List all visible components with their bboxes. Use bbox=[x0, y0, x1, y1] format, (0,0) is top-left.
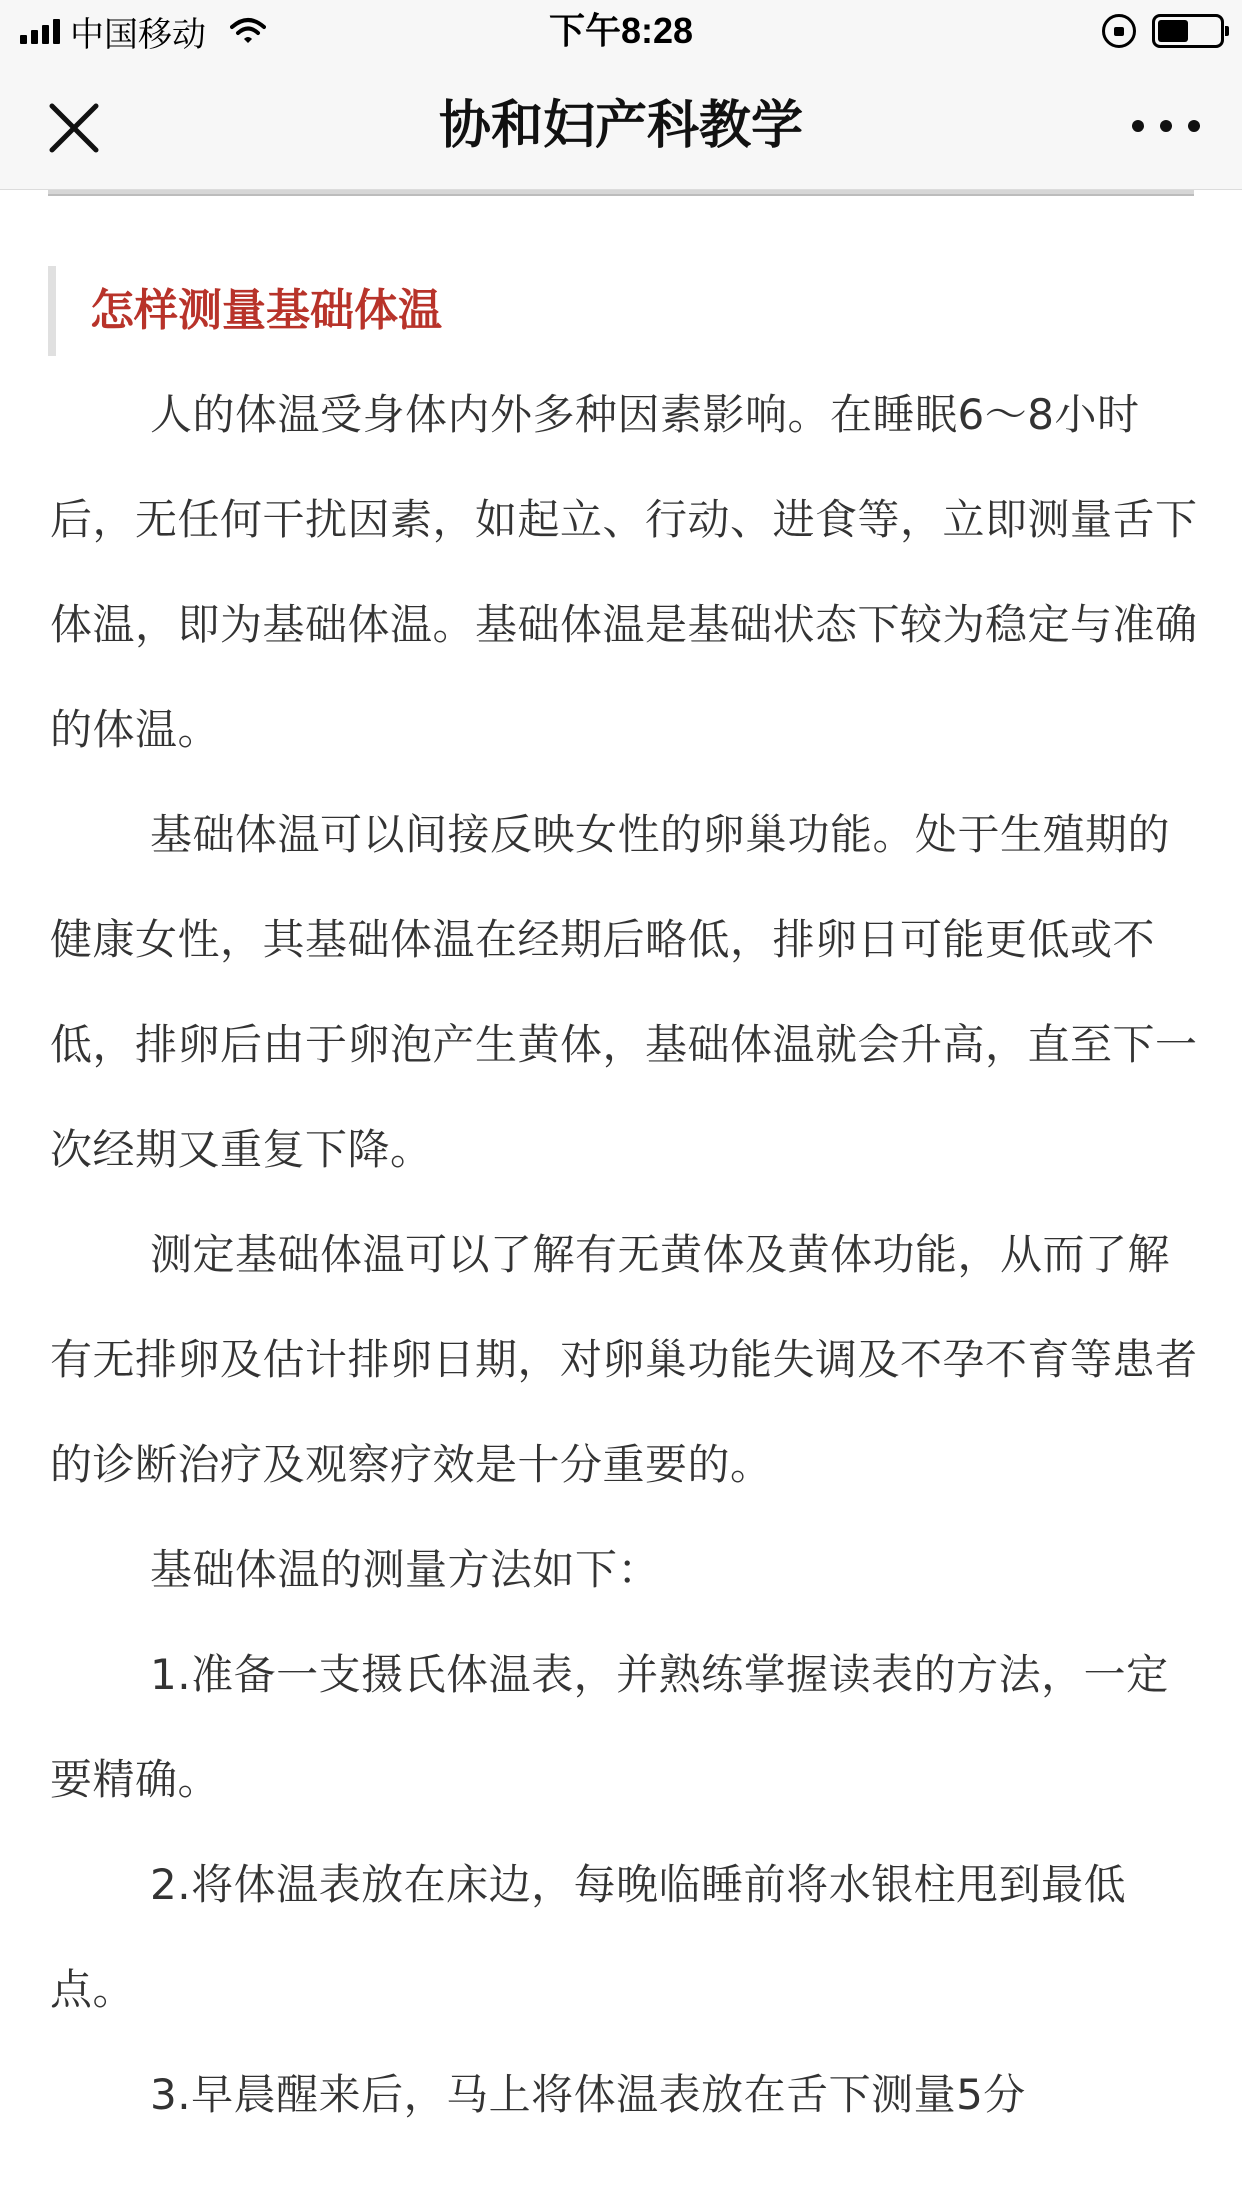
article-content[interactable] bbox=[0, 190, 1242, 2208]
orientation-lock-icon bbox=[1102, 14, 1136, 48]
more-button[interactable] bbox=[1132, 112, 1200, 140]
paragraph: 2.将体温表放在床边，每晚临睡前将水银柱甩到最低点。 bbox=[50, 1860, 1127, 2014]
page-title: 协和妇产科教学 bbox=[438, 96, 803, 156]
carrier-name: 中国移动 bbox=[70, 15, 206, 54]
paragraph: 1.准备一支摄氏体温表，并熟练掌握读表的方法，一定要精确。 bbox=[50, 1650, 1169, 1804]
more-horizontal-icon bbox=[1132, 120, 1144, 132]
battery-icon bbox=[1152, 14, 1224, 48]
article-body bbox=[50, 362, 1200, 2147]
nav-bar bbox=[0, 62, 1242, 190]
status-time: 下午8:28 bbox=[548, 10, 694, 51]
paragraph: 人的体温受身体内外多种因素影响。在睡眠6～8小时后，无任何干扰因素，如起立、行动、进食等，立即测量舌下体温，即为基础体温。基础体温是基础状态下较为稳定与准确的体温。 bbox=[50, 390, 1198, 754]
divider bbox=[48, 190, 1194, 196]
paragraph: 基础体温可以间接反映女性的卵巢功能。处于生殖期的健康女性，其基础体温在经期后略低，排卵日可能更低或不低，排卵后由于卵泡产生黄体，基础体温就会升高，直至下一次经期又重复下降。 bbox=[50, 810, 1198, 1174]
status-right bbox=[1102, 10, 1224, 52]
section-heading: 怎样测量基础体温 bbox=[48, 266, 442, 356]
status-bar bbox=[0, 0, 1242, 62]
paragraph: 测定基础体温可以了解有无黄体及黄体功能，从而了解有无排卵及估计排卵日期，对卵巢功能失调及不孕不育等患者的诊断治疗及观察疗效是十分重要的。 bbox=[50, 1230, 1198, 1489]
paragraph: 3.早晨醒来后，马上将体温表放在舌下测量5分 bbox=[150, 2070, 1026, 2119]
paragraph: 基础体温的测量方法如下： bbox=[150, 1545, 661, 1594]
